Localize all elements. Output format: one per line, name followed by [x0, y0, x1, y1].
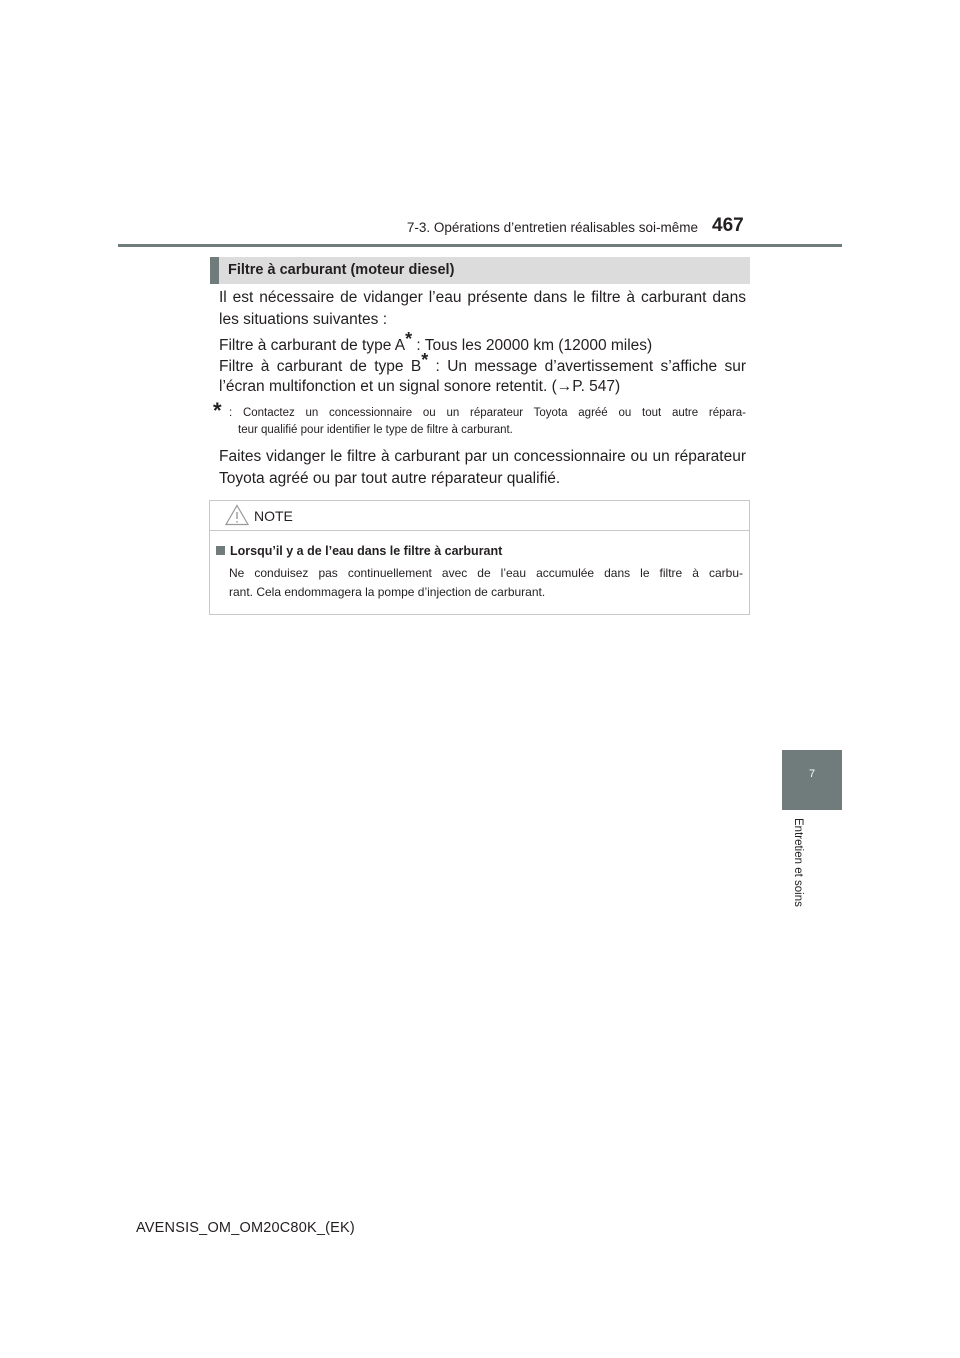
footnote-marker: *	[421, 350, 429, 370]
note-body	[229, 564, 743, 602]
note-box	[209, 500, 750, 615]
footnote-line-1: : Contactez un concessionnaire ou un réparateur Toyota agréé ou tout autre répara-	[229, 407, 746, 419]
chapter-number: 7	[808, 768, 816, 780]
warning-triangle-icon	[225, 504, 249, 526]
footnote	[229, 405, 746, 439]
type-a-interval: : Tous les 20000 km (12000 miles)	[412, 337, 653, 354]
type-b-label: Filtre à carburant de type B	[219, 358, 422, 375]
footnote-marker: *	[405, 329, 413, 349]
note-body-line-1: Ne conduisez pas continuellement avec de l’eau accumulée dans le filtre à carbu-	[229, 566, 743, 580]
chapter-label: Entretien et soins	[792, 818, 804, 907]
square-bullet-icon	[216, 546, 225, 555]
document-code: AVENSIS_OM_OM20C80K_(EK)	[136, 1220, 355, 1236]
footnote-line-2: teur qualifié pour identifier le type de filtre à carburant.	[238, 424, 513, 436]
section-title: Filtre à carburant (moteur diesel)	[228, 262, 455, 278]
note-body-line-2: rant. Cela endommagera la pompe d’injection de carburant.	[229, 585, 546, 599]
drain-paragraph	[219, 446, 746, 490]
drain-line-1: Faites vidanger le filtre à carburant par un concessionnaire ou un réparateur	[219, 448, 746, 465]
note-subheading-text: Lorsqu’il y a de l’eau dans le filtre à carburant	[230, 544, 503, 558]
header-section-title: 7-3. Opérations d’entretien réalisables soi-même	[406, 220, 698, 235]
note-label: NOTE	[254, 508, 293, 524]
page-number: 467	[712, 215, 744, 236]
drain-line-2: Toyota agréé ou par tout autre réparateur qualifié.	[219, 470, 561, 487]
note-subheading	[216, 544, 502, 558]
section-heading-bar	[210, 257, 750, 284]
type-b-line-2: l’écran multifonction et un signal sonore retentit. (→P. 547)	[219, 378, 621, 395]
footnote-star: *	[213, 398, 222, 423]
type-b-description: : Un message d’avertissement s’affiche sur	[428, 358, 746, 375]
chapter-tab	[782, 750, 842, 810]
type-a-label: Filtre à carburant de type A	[219, 337, 406, 354]
intro-paragraph: Il est nécessaire de vidanger l’eau présente dans le filtre à carburant dans les situations suivantes :	[219, 289, 746, 328]
type-b-line	[219, 350, 746, 378]
header-rule	[118, 244, 842, 247]
note-header	[210, 501, 749, 531]
